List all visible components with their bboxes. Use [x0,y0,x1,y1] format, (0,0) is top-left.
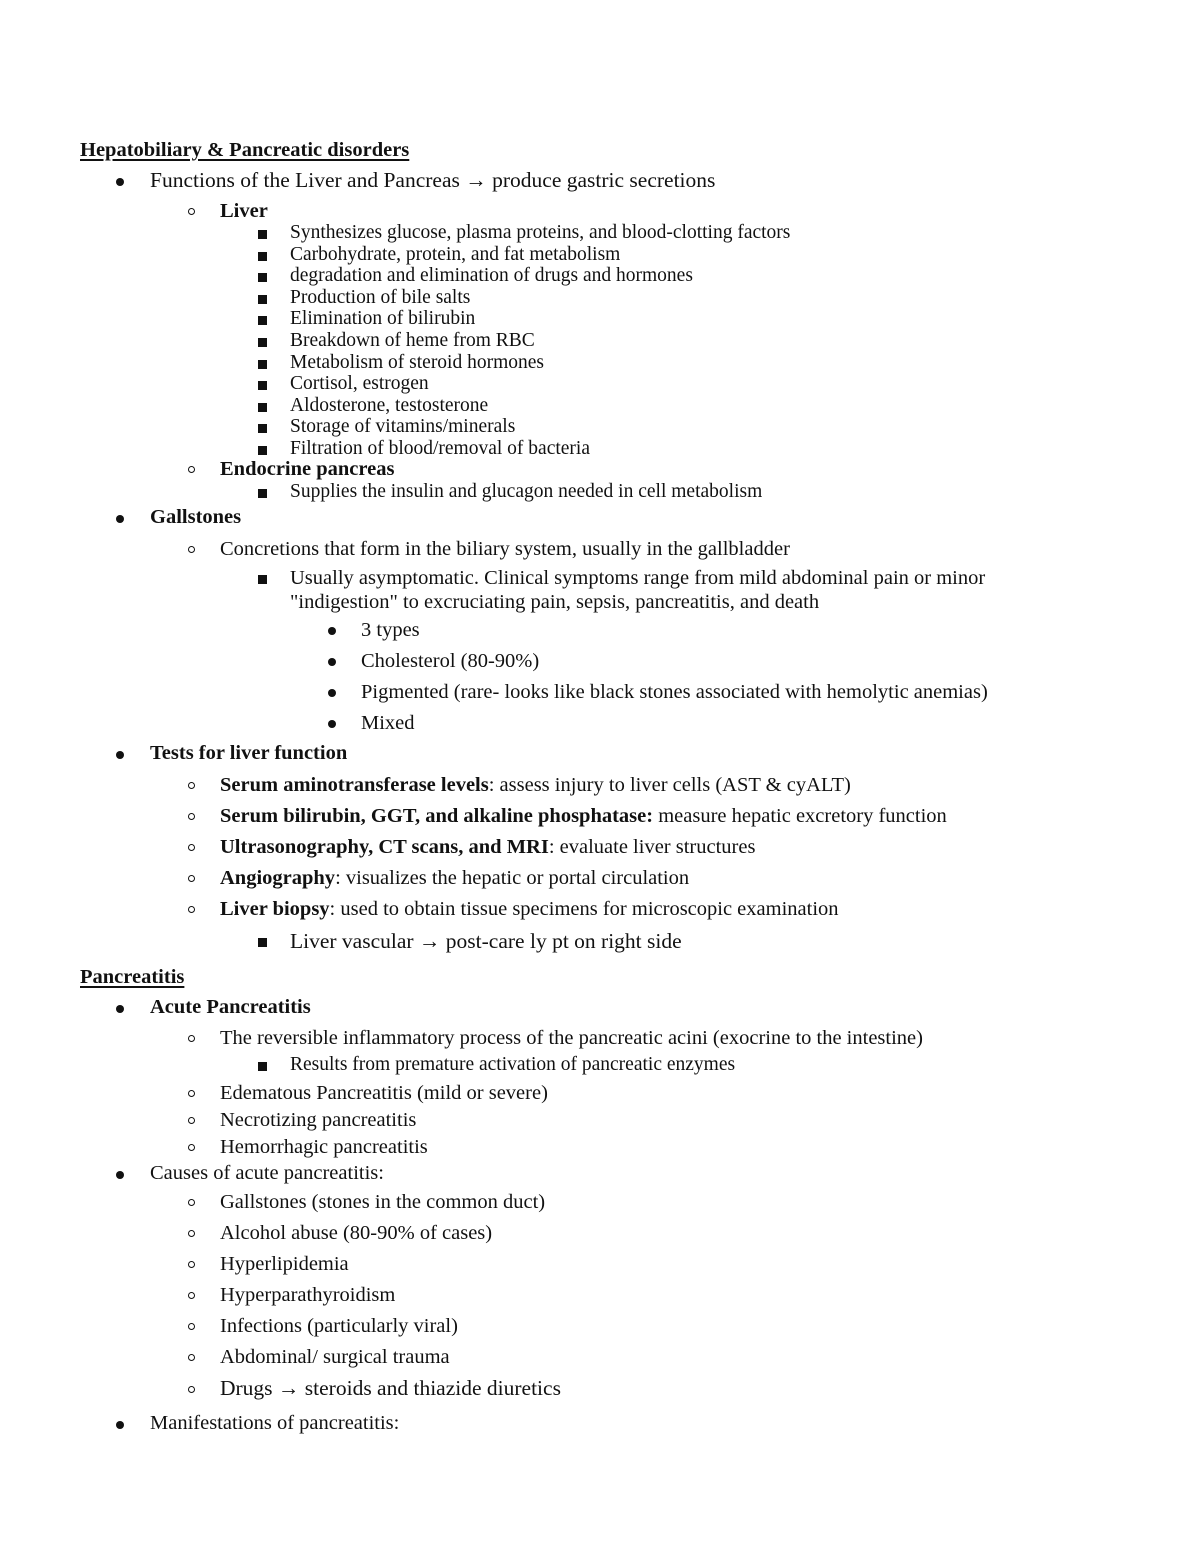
bullet-circle-icon [188,1261,195,1268]
acute-result: Results from premature activation of pancreatic enzymes [290,1054,736,1075]
bullet-disc-icon [328,689,336,697]
bullet-square-icon [258,252,267,261]
liver-function-item: Elimination of bilirubin [290,308,476,330]
bullet-square-icon [258,381,267,390]
bullet-circle-icon [188,1199,195,1206]
cause-item: Gallstones (stones in the common duct) [220,1191,546,1213]
liver-function-item: Storage of vitamins/minerals [290,416,516,438]
bullet-circle-icon [188,1144,195,1151]
bullet-square-icon [258,403,267,412]
bullet-disc-icon [116,1421,124,1429]
bullet-circle-icon [188,1386,195,1393]
acute-type-item: Edematous Pancreatitis (mild or severe) [220,1082,548,1104]
bullet-circle-icon [188,782,195,789]
liver-test-item [220,773,851,797]
gallstones-heading: Gallstones [150,506,242,528]
cause-item: Abdominal/ surgical trauma [220,1346,450,1368]
endocrine-item: Supplies the insulin and glucagon needed in cell metabolism [290,481,763,502]
drugs-cause: Drugs → steroids and thiazide diuretics [220,1376,561,1400]
bullet-circle-icon [188,466,195,473]
cause-item: Hyperparathyroidism [220,1284,396,1306]
gallstones-symptoms-line1: Usually asymptomatic. Clinical symptoms range from mild abdominal pain or minor [290,567,986,589]
bullet-square-icon [258,295,267,304]
tests-heading: Tests for liver function [150,742,348,764]
cause-item: Infections (particularly viral) [220,1315,458,1337]
bullet-disc-icon [116,1171,124,1179]
acute-type-item: Necrotizing pancreatitis [220,1109,417,1131]
bullet-square-icon [258,489,267,498]
cause-item: Hyperlipidemia [220,1253,349,1275]
test-name: Ultrasonography, CT scans, and MRI [220,836,549,858]
test-description: : evaluate liver structures [548,836,756,858]
liver-function-item: Metabolism of steroid hormones [290,351,545,373]
bullet-square-icon [258,316,267,325]
liver-function-item: Carbohydrate, protein, and fat metabolism [290,243,621,265]
bullet-square-icon [258,360,267,369]
bullet-circle-icon [188,1117,195,1124]
liver-test-item [220,866,689,890]
bullet-disc-icon [116,178,124,186]
bullet-square-icon [258,446,267,455]
liver-test-item [220,897,839,921]
causes-heading: Causes of acute pancreatitis: [150,1162,384,1184]
test-description: : used to obtain tissue specimens for microscopic examination [329,898,839,920]
test-name: Liver biopsy [220,898,330,920]
bullet-disc-icon [116,1005,124,1013]
gallstone-type-item: Mixed [361,712,415,734]
gallstones-symptoms-line2: "indigestion" to excruciating pain, sepsis, pancreatitis, and death [290,591,820,613]
acute-definition: The reversible inflammatory process of the pancreatic acini (exocrine to the intestine) [220,1027,923,1049]
bullet-circle-icon [188,208,195,215]
gallstone-type-item: Cholesterol (80-90%) [361,650,540,672]
bullet-square-icon [258,273,267,282]
functions-item: Functions of the Liver and Pancreas → produce gastric secretions [150,168,716,192]
gallstones-definition: Concretions that form in the biliary system, usually in the gallbladder [220,538,790,560]
test-name: Angiography [220,867,336,889]
liver-function-item: Production of bile salts [290,286,471,308]
cause-item: Alcohol abuse (80-90% of cases) [220,1222,493,1244]
gallstone-type-item: 3 types [361,619,420,641]
bullet-square-icon [258,575,267,584]
bullet-circle-icon [188,1323,195,1330]
liver-function-item: Cortisol, estrogen [290,373,429,395]
bullet-square-icon [258,938,267,947]
section-heading-pancreatitis: Pancreatitis [80,966,185,988]
bullet-circle-icon [188,1354,195,1361]
bullet-disc-icon [116,515,124,523]
bullet-circle-icon [188,546,195,553]
bullet-square-icon [258,338,267,347]
liver-function-item: Synthesizes glucose, plasma proteins, and blood-clotting factors [290,222,791,243]
liver-function-item: Breakdown of heme from RBC [290,330,535,351]
bullet-disc-icon [328,720,336,728]
liver-test-item [220,835,755,859]
test-name: Serum bilirubin, GGT, and alkaline phosphatase: [220,805,654,827]
bullet-circle-icon [188,906,195,913]
liver-function-item: degradation and elimination of drugs and hormones [290,265,693,287]
bullet-square-icon [258,1062,267,1071]
bullet-square-icon [258,230,267,239]
gallstone-type-item: Pigmented (rare- looks like black stones associated with hemolytic anemias) [361,681,988,703]
bullet-square-icon [258,424,267,433]
acute-type-item: Hemorrhagic pancreatitis [220,1136,428,1158]
test-description: : assess injury to liver cells (AST & cyALT) [488,774,851,796]
test-name: Serum aminotransferase levels [220,774,489,796]
liver-function-item: Aldosterone, testosterone [290,394,489,416]
section-heading-hepatobiliary: Hepatobiliary & Pancreatic disorders [80,139,410,161]
endocrine-subheading: Endocrine pancreas [220,458,395,480]
bullet-circle-icon [188,1090,195,1097]
liver-function-item: Filtration of blood/removal of bacteria [290,438,590,459]
bullet-disc-icon [116,751,124,759]
liver-test-item [220,804,947,828]
test-description: : visualizes the hepatic or portal circulation [335,867,690,889]
bullet-circle-icon [188,844,195,851]
manifestations-heading: Manifestations of pancreatitis: [150,1412,400,1434]
bullet-circle-icon [188,1035,195,1042]
bullet-disc-icon [328,658,336,666]
biopsy-note: Liver vascular → post-care ly pt on right side [290,929,682,953]
bullet-circle-icon [188,813,195,820]
bullet-circle-icon [188,875,195,882]
test-description: measure hepatic excretory function [653,805,947,827]
liver-subheading: Liver [220,200,268,222]
bullet-circle-icon [188,1292,195,1299]
acute-heading: Acute Pancreatitis [150,996,311,1018]
bullet-circle-icon [188,1230,195,1237]
bullet-disc-icon [328,627,336,635]
